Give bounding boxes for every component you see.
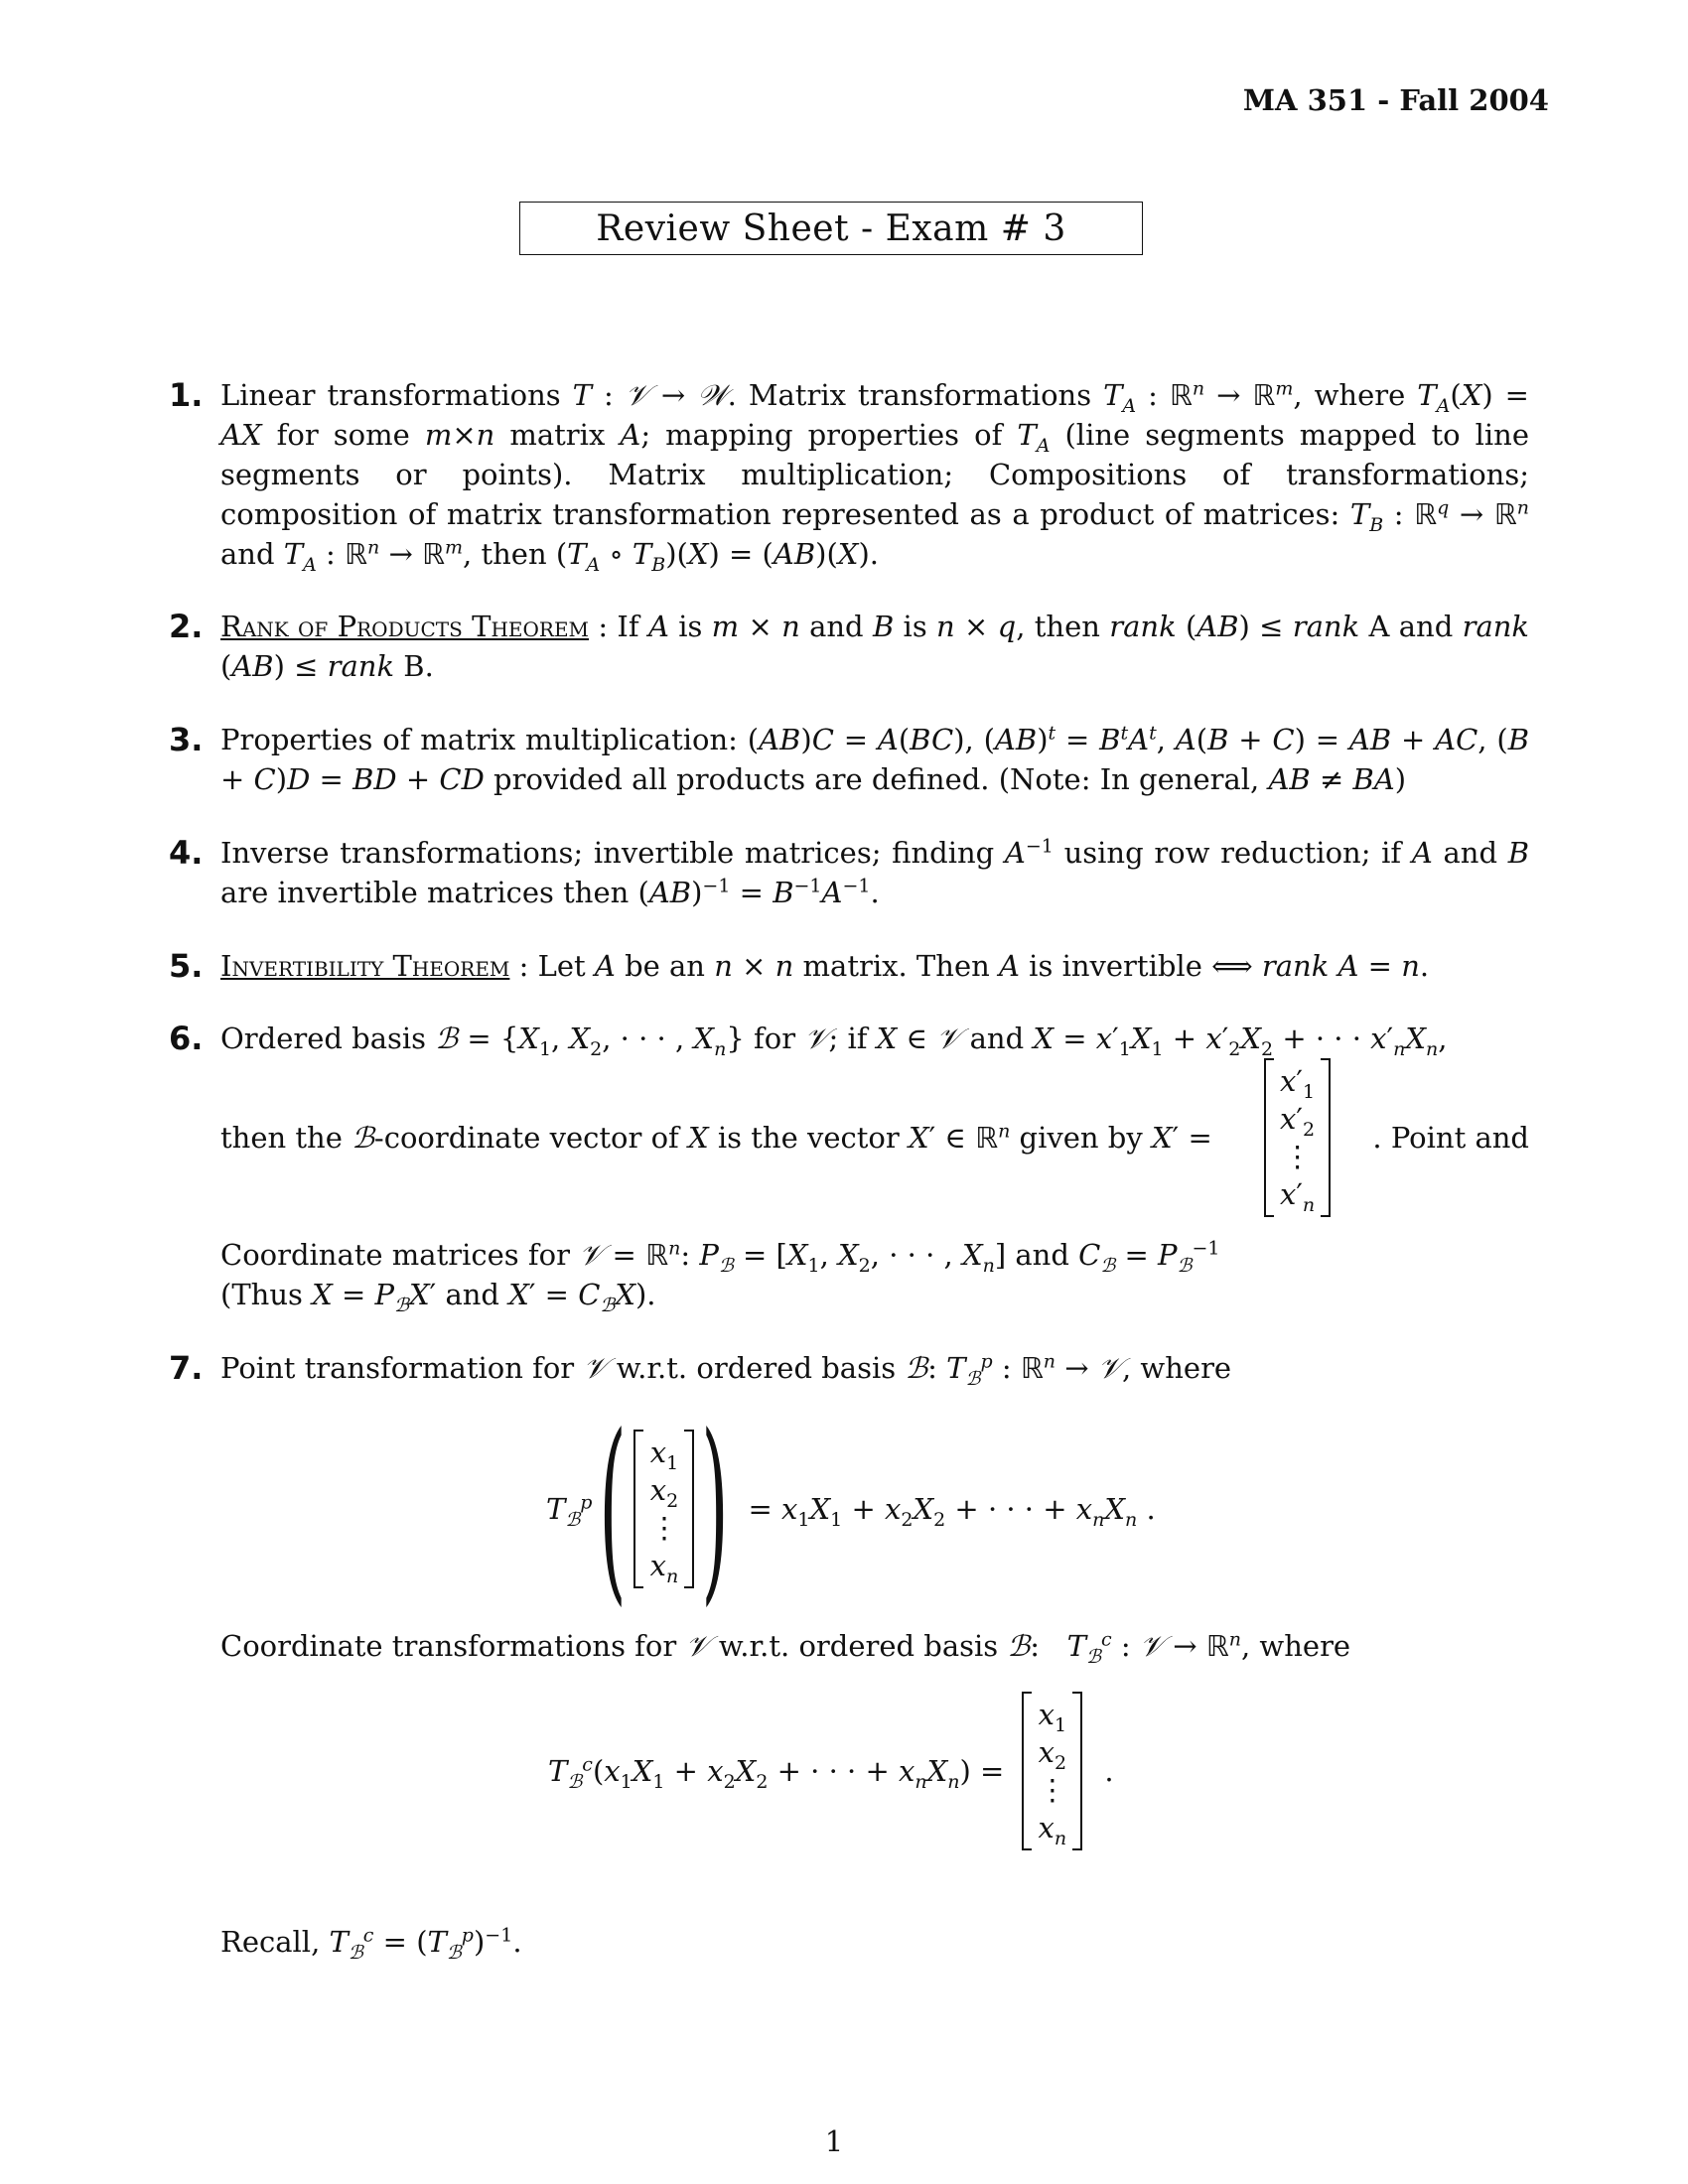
output-vector-matrix: $x_1$ $x_2$ ⋮ $x_n$ — [1022, 1694, 1082, 1848]
point-transformation-equation: $T_ℬ^p$ ( $x_1$ $x_2$ ⋮ $x_n$ ) = $x_1X_1 + x_2X_2$ + · · · + $x_nX_n$ . — [546, 1393, 1156, 1624]
item-text: Inverse transformations; invertible matrices; finding $A^{-1}$ using row reduction; if A and B are invertible matrices then $(AB)^{-1} = B^{-1}A^{-1}$. — [220, 835, 1529, 909]
list-item — [169, 607, 1529, 686]
item-number: 4. — [169, 834, 204, 872]
page-title: Review Sheet - Exam # 3 — [519, 202, 1143, 255]
list-item — [169, 1060, 1529, 1215]
list-item — [169, 1626, 1529, 1666]
item-text: Linear transformations T : 𝒱 → 𝒲. Matrix transformations $T_A$ : ℝ$^n$ → ℝ$^m$, where $T_A(X)$ = AX for some m×n matrix A; mapping properties of $T_A$ (line segments mapped to line segments or points). Matrix multiplication; Compositions of transformations; composition of matrix transformation represented as a product of matrices: $T_B$ : ℝ$^q$ → ℝ$^n$ and $T_A$ : ℝ$^n$ → ℝ$^m$, then ($T_A$ ∘ $T_B)(X) = (AB)(X)$. — [220, 377, 1530, 576]
item-text: Coordinate transformations for 𝒱 w.r.t. ordered basis ℬ: $T_ℬ^c$ : 𝒱 → ℝ$^n$, where — [220, 1628, 1351, 1668]
list-item — [169, 375, 1529, 574]
list-item — [169, 1348, 1529, 1388]
list-item — [169, 720, 1529, 799]
item-text: Ordered basis ℬ = {$X_1$, $X_2$, · · · , $X_n$} for 𝒱; if X ∈ 𝒱 and $X = x'_1X_1 + x'_2X_2$ + · · · $x'_nX_n$, — [220, 1022, 1448, 1060]
item-number: 7. — [169, 1349, 204, 1387]
item-text: Coordinate matrices for 𝒱 = ℝ$^n$: $P_ℬ = [X_1$, $X_2$, · · · , $X_n$] and $C_ℬ = P_ℬ^{-1}$ (Thus $X = P_ℬX'$ and $X' = C_ℬX$). — [220, 1237, 1220, 1316]
input-vector-matrix: $x_1$ $x_2$ ⋮ $x_n$ — [633, 1432, 694, 1586]
list-item — [169, 833, 1529, 912]
list-item — [169, 1019, 1529, 1058]
item-text: Properties of matrix multiplication: (AB)C = A(BC), $(AB)^t = B^tA^t$, A(B + C) = AB + AC, (B + C)D = BD + CD provided all products are defined. (Note: In general, AB ≠ BA) — [220, 722, 1529, 796]
coordinate-transformation-equation: $T_ℬ^c(x_1X_1 + x_2X_2$ + · · · + $x_nX_n$) = $x_1$ $x_2$ ⋮ $x_n$ . — [548, 1694, 1114, 1848]
item-number: 3. — [169, 721, 204, 758]
theorem-name: Rank of Products Theorem — [220, 610, 590, 643]
course-label: MA 351 - Fall 2004 — [1242, 83, 1549, 117]
item-text: Recall, $T_ℬ^c = (T_ℬ^p)^{-1}$. — [220, 1924, 522, 1964]
item-number: 6. — [169, 1020, 204, 1057]
coordinate-vector-matrix: $x'_1$ $x'_2$ ⋮ $x'_n$ — [1264, 1060, 1331, 1215]
list-item — [169, 946, 1529, 986]
item-number: 1. — [169, 376, 204, 414]
item-text: Rank of Products Theorem : If A is m × n and B is n × q, then rank (AB) ≤ rank A and rank (AB) ≤ rank B. — [220, 610, 1529, 683]
list-item — [169, 1922, 1529, 1962]
page-number: 1 — [824, 2124, 844, 2158]
item-text: Invertibility Theorem : Let A be an n × n matrix. Then A is invertible ⟺ rank A = n. — [220, 949, 1430, 983]
list-item — [169, 1235, 1529, 1314]
item-number: 5. — [169, 947, 204, 985]
item-text: Point transformation for 𝒱 w.r.t. ordered basis ℬ: $T_ℬ^p$ : ℝ$^n$ → 𝒱, where — [220, 1350, 1232, 1390]
item-number: 2. — [169, 608, 204, 645]
theorem-name: Invertibility Theorem — [220, 949, 510, 983]
item-text: then the ℬ-coordinate vector of X is the vector X′ ∈ ℝ$^n$ given by X′ = $x'_1$ $x'_2$ ⋮ $x'_n$ . Point and — [220, 1060, 1529, 1215]
